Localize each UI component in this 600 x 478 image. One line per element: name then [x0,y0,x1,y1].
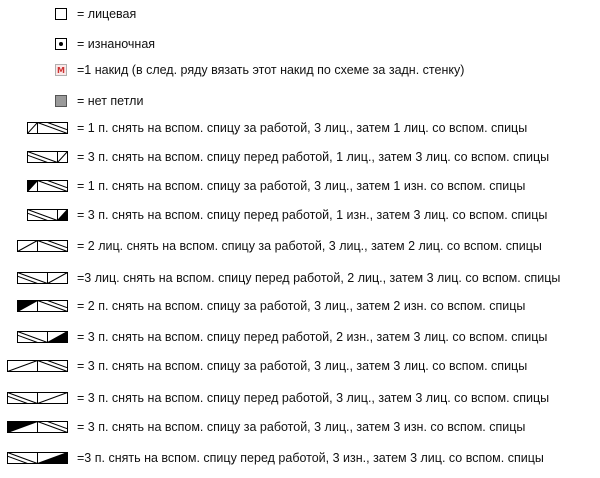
purl-stitch-icon [55,38,67,50]
yarn-over-letter: M [57,66,65,75]
legend-text: =3 лиц. снять на вспом. спицу перед работой, 2 лиц., затем 3 лиц. со вспом. спицы [77,271,561,285]
cable-3-3-back-purl-icon [7,421,68,433]
legend-row-cable [0,358,600,374]
cable-3-3-front-purl-icon [7,452,68,464]
legend-text: = изнаночная [77,37,156,51]
cable-3-2-front-icon [17,272,68,284]
cable-3-1-front-icon [27,151,68,163]
cable-1-3-back-purl-icon [27,180,68,192]
legend-text: = 3 п. снять на вспом. спицу перед работой, 2 изн., затем 3 лиц. со вспом. спицы [77,330,548,344]
legend-text: =1 накид (в след. ряду вязать этот накид по схеме за задн. стенку) [77,63,465,77]
legend-row-cable [0,178,600,194]
legend-text: = лицевая [77,7,137,21]
yarn-over-icon [55,64,67,76]
legend-row-knit [0,6,600,22]
legend-text: = 1 п. снять на вспом. спицу за работой, 3 лиц., затем 1 лиц. со вспом. спицы [77,121,528,135]
legend-row-cable [0,450,600,466]
legend-row-no-stitch [0,93,600,109]
legend-text: = 3 п. снять на вспом. спицу за работой, 3 лиц., затем 3 лиц. со вспом. спицы [77,359,528,373]
cable-2-3-back-purl-icon [17,300,68,312]
legend-row-cable [0,419,600,435]
cable-2-3-back-icon [17,240,68,252]
legend-row-cable [0,120,600,136]
cable-3-2-front-purl-icon [17,331,68,343]
legend-row-cable [0,149,600,165]
cable-3-3-back-icon [7,360,68,372]
legend-row-cable [0,298,600,314]
cable-1-3-back-icon [27,122,68,134]
knit-stitch-icon [55,8,67,20]
legend-text: = 3 п. снять на вспом. спицу перед работой, 1 изн., затем 3 лиц. со вспом. спицы [77,208,548,222]
legend-text: = 3 п. снять на вспом. спицу за работой, 3 лиц., затем 3 изн. со вспом. спицы [77,420,526,434]
legend-text: = 1 п. снять на вспом. спицу за работой, 3 лиц., затем 1 изн. со вспом. спицы [77,179,526,193]
legend-row-yarn-over [0,62,600,78]
legend-row-cable [0,238,600,254]
legend-text: =3 п. снять на вспом. спицу перед работой, 3 изн., затем 3 лиц. со вспом. спицы [77,451,544,465]
legend-row-cable [0,390,600,406]
legend-text: = 3 п. снять на вспом. спицу перед работой, 3 лиц., затем 3 лиц. со вспом. спицы [77,391,550,405]
no-stitch-icon [55,95,67,107]
legend-row-purl [0,36,600,52]
legend-row-cable [0,207,600,223]
legend-row-cable [0,270,600,286]
legend-text: = 2 п. снять на вспом. спицу за работой, 3 лиц., затем 2 изн. со вспом. спицы [77,299,526,313]
cable-3-3-front-icon [7,392,68,404]
legend-text: = 3 п. снять на вспом. спицу перед работой, 1 лиц., затем 3 лиц. со вспом. спицы [77,150,550,164]
legend-text: = нет петли [77,94,144,108]
legend-text: = 2 лиц. снять на вспом. спицу за работой, 3 лиц., затем 2 лиц. со вспом. спицы [77,239,542,253]
cable-3-1-front-purl-icon [27,209,68,221]
legend-row-cable [0,329,600,345]
